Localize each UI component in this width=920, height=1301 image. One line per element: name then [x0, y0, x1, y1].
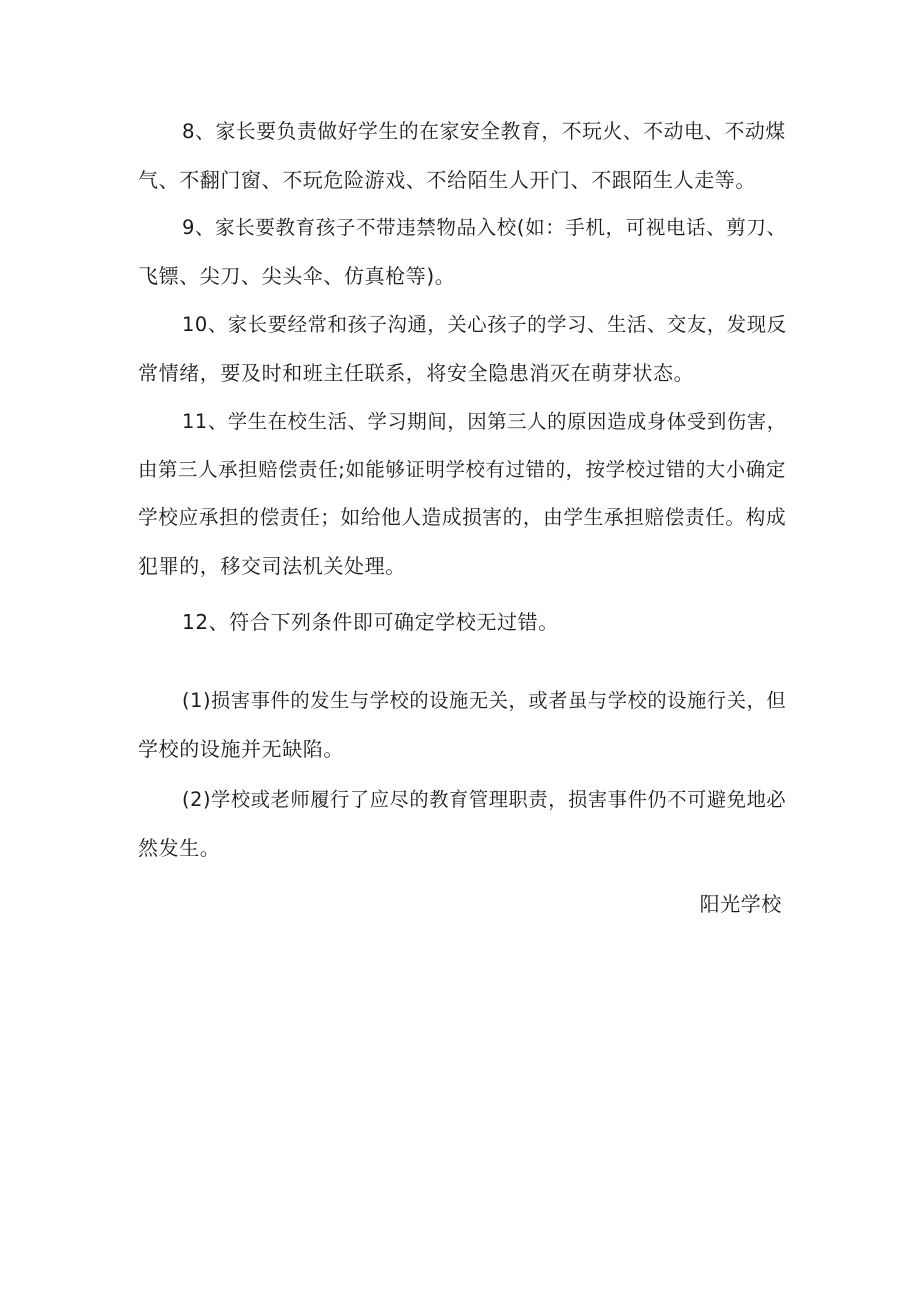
paragraph-line: 8、家长要负责做好学生的在家安全教育，不玩火、不动电、不动煤 [182, 120, 786, 143]
paragraph-line: 10、家长要经常和孩子沟通，关心孩子的学习、生活、交友，发现反 [182, 313, 787, 336]
paragraph-line: 气、不翻门窗、不玩危险游戏、不给陌生人开门、不跟陌生人走等。 [138, 168, 756, 192]
paragraph-8 [138, 108, 786, 204]
paragraph-9 [138, 204, 786, 300]
paragraph-12 [138, 598, 786, 646]
paragraph-line: 犯罪的，移交司法机关处理。 [138, 554, 406, 578]
paragraph-line: 11、学生在校生活、学习期间，因第三人的原因造成身体受到伤害， [182, 410, 787, 433]
paragraph-line: 常情绪，要及时和班主任联系，将安全隐患消灭在萌芽状态。 [138, 361, 695, 385]
paragraph-line: 12、符合下列条件即可确定学校无过错。 [182, 610, 559, 634]
paragraph-10 [138, 301, 786, 397]
paragraph-12-item-2 [138, 776, 786, 872]
paragraph-line: 飞镖、尖刀、尖头伞、仿真枪等)。 [138, 264, 456, 288]
signature: 阳光学校 [699, 892, 782, 916]
paragraph-line: 学校应承担的偿责任；如给他人造成损害的，由学生承担赔偿责任。构成 [138, 506, 787, 529]
paragraph-line: (2)学校或老师履行了应尽的教育管理职责，损害事件仍不可避免地必 [182, 788, 787, 811]
paragraph-line: (1)损害事件的发生与学校的设施无关，或者虽与学校的设施行关，但 [182, 689, 787, 712]
paragraph-line: 学校的设施并无缺陷。 [138, 737, 344, 761]
paragraph-line: 然发生。 [138, 836, 221, 860]
paragraph-12-item-1 [138, 677, 786, 773]
paragraph-line: 9、家长要教育孩子不带违禁物品入校(如：手机，可视电话、剪刀、 [182, 216, 787, 239]
paragraph-line: 由第三人承担赔偿责任;如能够证明学校有过错的，按学校过错的大小确定 [138, 458, 786, 481]
paragraph-11 [138, 398, 786, 590]
